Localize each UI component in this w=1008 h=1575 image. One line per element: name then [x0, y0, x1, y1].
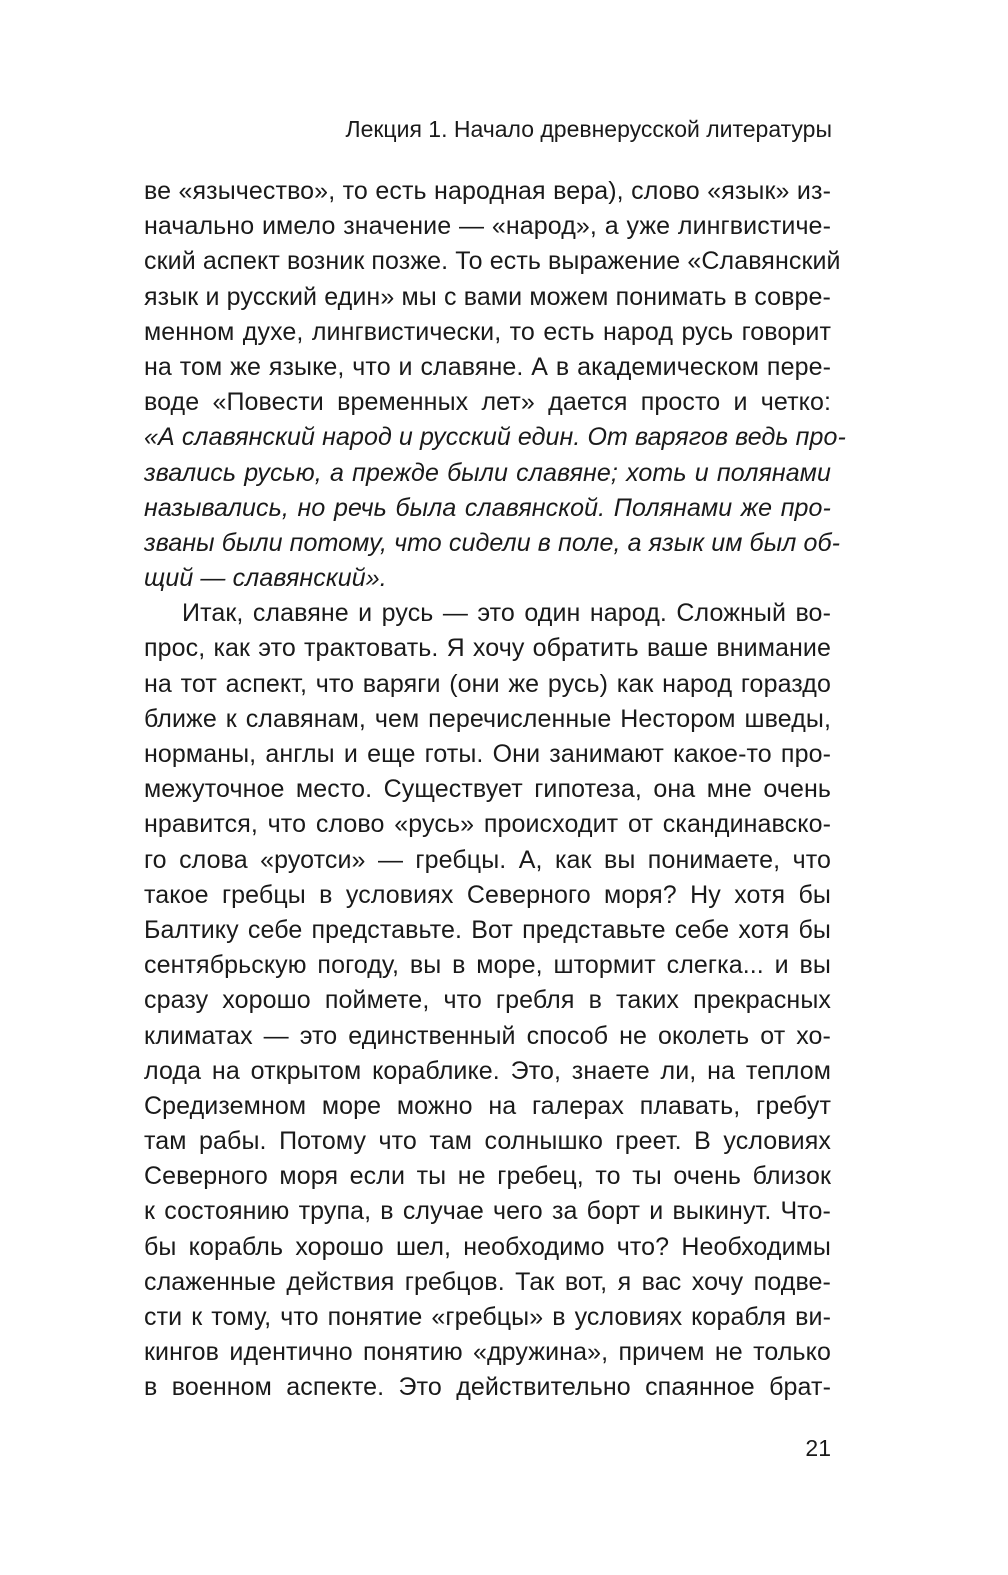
- running-header: Лекция 1. Начало древнерусской литературы: [345, 116, 832, 142]
- text-line: воде «Повести временных лет» дается просто и четко:: [144, 388, 831, 417]
- text-line: ский аспект возник позже. То есть выражение «Славянский: [144, 247, 841, 276]
- page-number: 21: [805, 1435, 831, 1461]
- text-line: межуточное место. Существует гипотеза, она мне очень: [144, 775, 831, 804]
- text-line: слаженные действия гребцов. Так вот, я вас хочу подве-: [144, 1267, 831, 1296]
- text-line: го слова «руотси» — гребцы. А, как вы понимаете, что: [144, 845, 831, 874]
- quote-line: «А славянский народ и русский един. От варягов ведь про-: [144, 423, 846, 452]
- text-line: там рабы. Потому что там солнышко греет. В условиях: [144, 1127, 831, 1156]
- text-line: сти к тому, что понятие «гребцы» в условиях корабля ви-: [144, 1303, 831, 1331]
- text-line: Северного моря если ты не гребец, то ты очень близок: [144, 1162, 831, 1191]
- text-line: Средиземном море можно на галерах плавать, гребут: [144, 1091, 831, 1120]
- quote-line: звались русью, а прежде были славяне; хоть и полянами: [144, 458, 831, 487]
- text-line: лода на открытом кораблике. Это, знаете ли, на теплом: [144, 1056, 831, 1085]
- text-line: в военном аспекте. Это действительно спаянное брат-: [144, 1373, 831, 1402]
- text-line: к состоянию трупа, в случае чего за борт и выкинут. Что-: [144, 1197, 831, 1226]
- paragraph-first-line: Итак, славяне и русь — это один народ. Сложный во-: [182, 599, 831, 628]
- text-line: кингов идентично понятию «дружина», причем не только: [144, 1338, 831, 1367]
- text-line: нравится, что слово «русь» происходит от скандинавско-: [144, 810, 831, 839]
- text-line: сразу хорошо поймете, что гребля в таких прекрасных: [144, 986, 831, 1015]
- text-line: ве «язычество», то есть народная вера), слово «язык» из-: [144, 177, 831, 205]
- quote-line: званы были потому, что сидели в поле, а язык им был об-: [144, 528, 841, 557]
- text-line: менном духе, лингвистически, то есть народ русь говорит: [144, 317, 831, 346]
- text-line: на тот аспект, что варяги (они же русь) как народ гораздо: [144, 669, 831, 698]
- body-text: [144, 174, 846, 1406]
- text-line: сентябрьскую погоду, вы в море, штормит слегка... и вы: [144, 951, 831, 980]
- quote-line: назывались, но речь была славянской. Полянами же про-: [144, 493, 831, 522]
- text-line: такое гребцы в условиях Северного моря? Ну хотя бы: [144, 880, 831, 909]
- text-line: климатах — это единственный способ не околеть от хо-: [144, 1021, 831, 1050]
- text-line: прос, как это трактовать. Я хочу обратить ваше внимание: [144, 634, 831, 663]
- text-line: ближе к славянам, чем перечисленные Нестором шведы,: [144, 704, 831, 733]
- quote-line: щий — славянский».: [144, 564, 387, 593]
- text-line: на том же языке, что и славяне. А в академическом пере-: [144, 352, 831, 381]
- text-line: норманы, англы и еще готы. Они занимают какое-то про-: [144, 740, 831, 768]
- text-line: бы корабль хорошо шел, необходимо что? Необходимы: [144, 1232, 831, 1261]
- text-line: начально имело значение — «народ», а уже лингвистиче-: [144, 212, 831, 241]
- text-line: язык и русский един» мы с вами можем понимать в совре-: [144, 282, 831, 311]
- text-line: Балтику себе представьте. Вот представьте себе хотя бы: [144, 915, 831, 944]
